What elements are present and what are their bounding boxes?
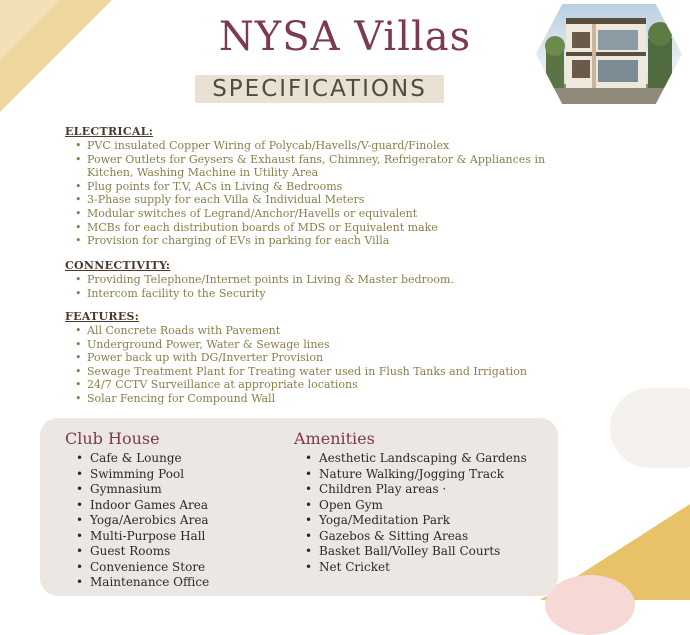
list-item: • All Concrete Roads with Pavement [65, 324, 625, 338]
villa-building-image [536, 4, 682, 104]
list-item: • Aesthetic Landscaping & Gardens [294, 451, 556, 467]
list-item: • Yoga/Meditation Park [294, 513, 556, 529]
club-house-heading: Club House [65, 429, 160, 448]
list-item: • Sewage Treatment Plant for Treating water used in Flush Tanks and Irrigation [65, 365, 625, 379]
list-item: • Basket Ball/Volley Ball Courts [294, 544, 556, 560]
list-item: • Power back up with DG/Inverter Provision [65, 351, 625, 365]
list-item: • Convenience Store [65, 560, 285, 576]
villa-photo-hexagon [536, 4, 682, 104]
list-item: • Plug points for T.V, ACs in Living & Bedrooms [65, 180, 585, 194]
list-item: • Nature Walking/Jogging Track [294, 467, 556, 483]
electrical-list [65, 139, 585, 248]
list-item: • Power Outlets for Geysers & Exhaust fans, Chimney, Refrigerator & Appliances in Kitchen, Washing Machine in Utility Area [65, 153, 585, 180]
features-heading: FEATURES: [65, 310, 140, 323]
list-item: • Indoor Games Area [65, 498, 285, 514]
features-section [65, 310, 625, 406]
list-item: • Provision for charging of EVs in parking for each Villa [65, 234, 585, 248]
electrical-heading: ELECTRICAL: [65, 125, 154, 138]
list-item: • Solar Fencing for Compound Wall [65, 392, 625, 406]
amenities-column [294, 429, 556, 575]
list-item: • Cafe & Lounge [65, 451, 285, 467]
list-item: • PVC insulated Copper Wiring of Polycab/Havells/V-guard/Finolex [65, 139, 585, 153]
amenities-heading: Amenities [294, 429, 375, 448]
list-item: • Net Cricket [294, 560, 556, 576]
list-item: • Modular switches of Legrand/Anchor/Havells or equivalent [65, 207, 585, 221]
list-item: • MCBs for each distribution boards of MDS or Equivalent make [65, 221, 585, 235]
connectivity-heading: CONNECTIVITY: [65, 259, 171, 272]
list-item: • Gymnasium [65, 482, 285, 498]
list-item: • Intercom facility to the Security [65, 287, 605, 301]
list-item: • Guest Rooms [65, 544, 285, 560]
electrical-section [65, 125, 585, 248]
list-item: • Gazebos & Sitting Areas [294, 529, 556, 545]
list-item: • 3-Phase supply for each Villa & Individual Meters [65, 193, 585, 207]
club-house-list [65, 451, 285, 591]
connectivity-section [65, 259, 605, 300]
list-item: • Children Play areas · [294, 482, 556, 498]
list-item: • Swimming Pool [65, 467, 285, 483]
list-item: • Yoga/Aerobics Area [65, 513, 285, 529]
decorative-blob-pink [545, 575, 635, 635]
page-title: NYSA Villas [218, 14, 472, 60]
specifications-banner: SPECIFICATIONS [195, 75, 444, 103]
list-item: • Underground Power, Water & Sewage lines [65, 338, 625, 352]
connectivity-list [65, 273, 605, 300]
list-item: • Maintenance Office [65, 575, 285, 591]
list-item: • 24/7 CCTV Surveillance at appropriate locations [65, 378, 625, 392]
club-house-column [65, 429, 285, 591]
list-item: • Open Gym [294, 498, 556, 514]
list-item: • Multi-Purpose Hall [65, 529, 285, 545]
amenities-list [294, 451, 556, 575]
list-item: • Providing Telephone/Internet points in Living & Master bedroom. [65, 273, 605, 287]
club-amenities-card [40, 418, 558, 596]
features-list [65, 324, 625, 406]
